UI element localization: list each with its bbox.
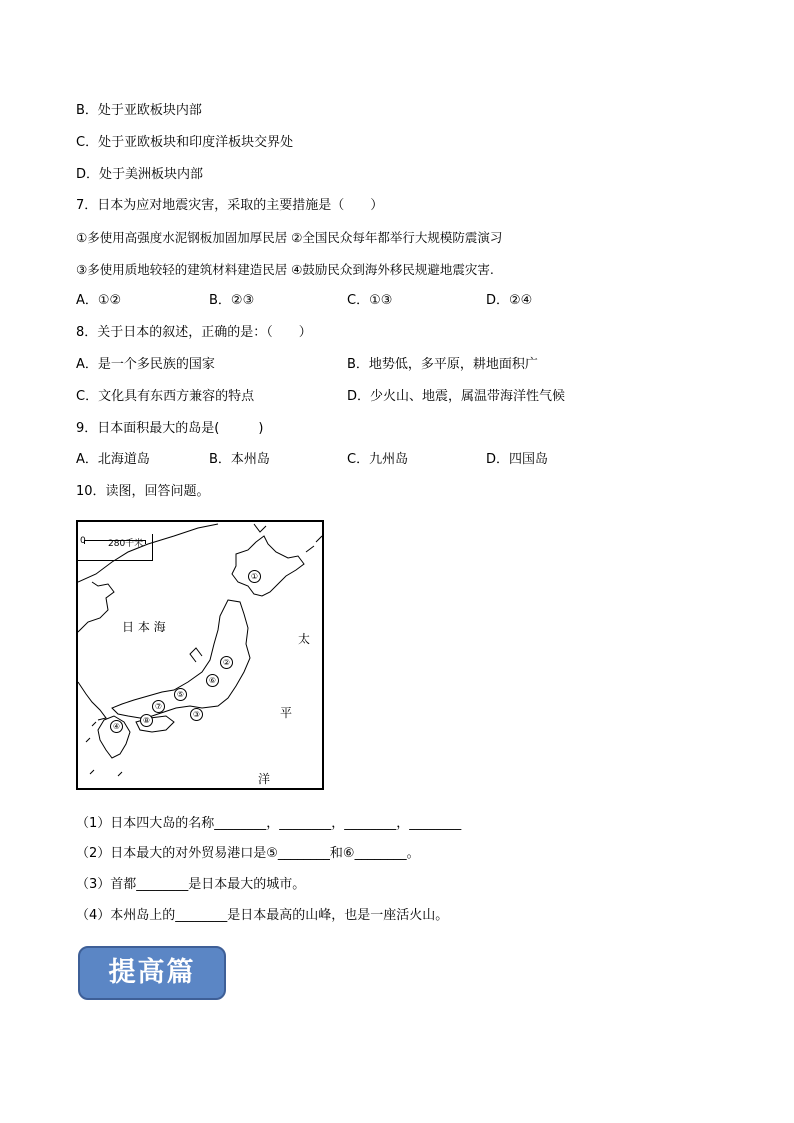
sakhalin-tip xyxy=(254,524,266,532)
pacific-label-1: 太 xyxy=(298,632,311,646)
q9-option-a: A．北海道岛 xyxy=(76,452,150,467)
q8-option-b: B．地势低，多平原，耕地面积广 xyxy=(347,357,538,372)
japan-map-drawing xyxy=(78,522,322,788)
pacific-label-2: 平 xyxy=(280,706,293,720)
q8-stem: 8．关于日本的叙述，正确的是：（ ） xyxy=(76,325,312,340)
q6-option-b: B．处于亚欧板块内部 xyxy=(76,103,202,118)
q7-item-line-2: ③多使用质地较轻的建筑材料建造民居 ④鼓励民众到海外移民规避地震灾害. xyxy=(76,262,494,277)
q8-option-c: C．文化具有东西方兼容的特点 xyxy=(76,389,255,404)
marker-3: ③ xyxy=(190,708,203,721)
scale-zero: 0 xyxy=(80,536,86,546)
q7-option-d: D．②④ xyxy=(486,293,533,308)
q8-option-a: A．是一个多民族的国家 xyxy=(76,357,215,372)
marker-6: ⑥ xyxy=(206,674,219,687)
noto-peninsula xyxy=(190,648,202,662)
q7-option-c: C．①③ xyxy=(347,293,393,308)
q6-option-c: C．处于亚欧板块和印度洋板块交界处 xyxy=(76,135,294,150)
marker-7: ⑦ xyxy=(152,700,165,713)
q6-option-d: D．处于美洲板块内部 xyxy=(76,167,204,182)
q7-option-a: A．①② xyxy=(76,293,122,308)
section-badge: 提高篇 xyxy=(78,946,226,1000)
kuril-islands xyxy=(306,536,322,552)
scale-label: 280千米 xyxy=(108,539,144,549)
q9-option-d: D．四国岛 xyxy=(486,452,549,467)
q7-stem: 7．日本为应对地震灾害，采取的主要措施是（ ） xyxy=(76,198,384,213)
marker-2: ② xyxy=(220,656,233,669)
q8-option-d: D．少火山、地震，属温带海洋性气候 xyxy=(347,389,566,404)
q9-option-c: C．九州岛 xyxy=(347,452,409,467)
marker-5: ⑤ xyxy=(174,688,187,701)
q10-sub-2: （2）日本最大的对外贸易港口是⑤________和⑥________。 xyxy=(76,846,420,861)
hokkaido-outline xyxy=(232,536,304,596)
q10-stem: 10．读图，回答问题。 xyxy=(76,484,210,499)
q9-stem: 9．日本面积最大的岛是( ) xyxy=(76,421,264,436)
q7-item-line-1: ①多使用高强度水泥钢板加固加厚民居 ②全国民众每年都举行大规模防震演习 xyxy=(76,230,503,245)
q10-sub-4: （4）本州岛上的________是日本最高的山峰，也是一座活火山。 xyxy=(76,908,449,923)
pacific-label-3: 洋 xyxy=(258,772,271,786)
sea-of-japan-label: 日 本 海 xyxy=(122,620,166,634)
q9-option-b: B．本州岛 xyxy=(209,452,270,467)
q10-sub-1: （1）日本四大岛的名称________，________，________，________ xyxy=(76,816,462,831)
marker-8: ⑧ xyxy=(140,714,153,727)
q7-option-b: B．②③ xyxy=(209,293,255,308)
q10-sub-3: （3）首都________是日本最大的城市。 xyxy=(76,877,306,892)
marker-4: ④ xyxy=(110,720,123,733)
marker-1: ① xyxy=(248,570,261,583)
japan-map xyxy=(76,520,324,790)
